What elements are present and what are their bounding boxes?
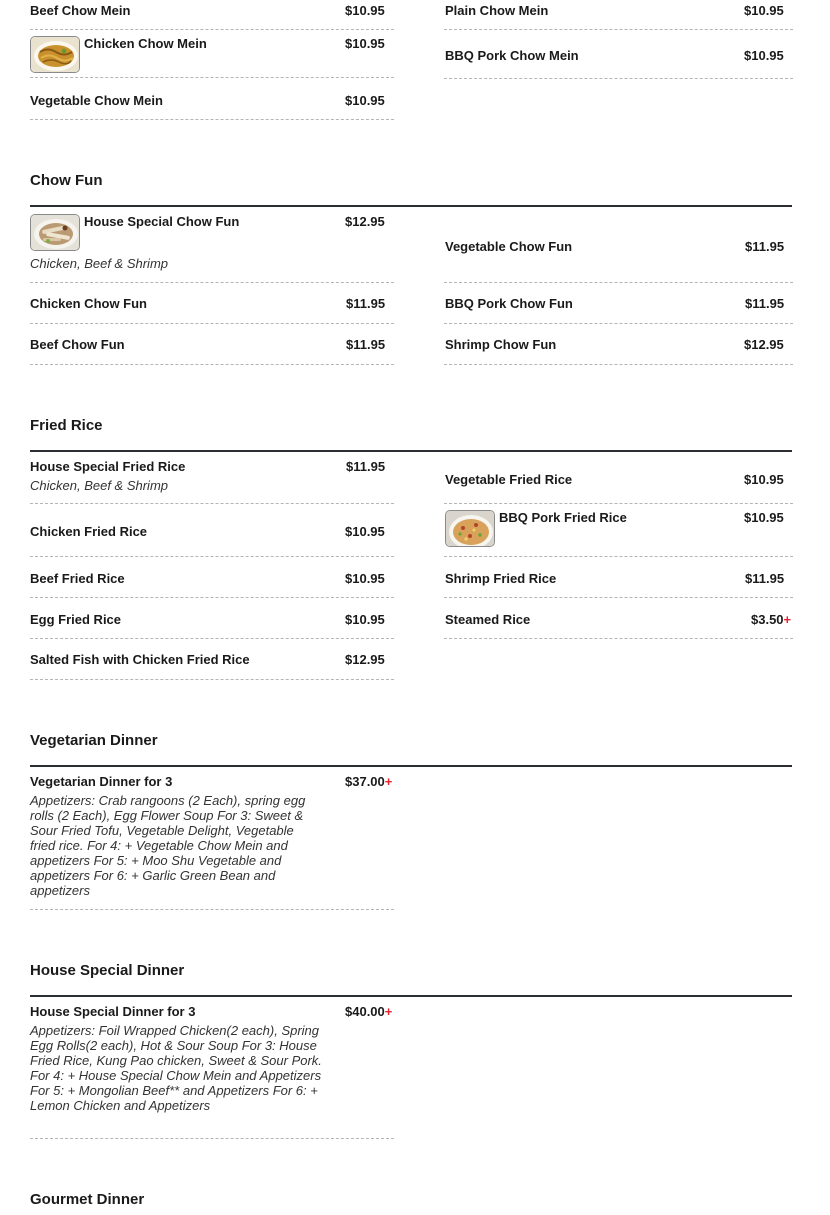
menu-item-price: $10.95 xyxy=(744,3,784,18)
item-divider xyxy=(444,29,793,30)
price-plus: + xyxy=(384,774,393,789)
item-divider xyxy=(444,556,793,557)
menu-item-price xyxy=(345,774,392,789)
menu-item-name[interactable]: Salted Fish with Chicken Fried Rice xyxy=(30,652,250,667)
menu-item-price: $10.95 xyxy=(345,524,385,539)
menu-item-name[interactable]: BBQ Pork Chow Mein xyxy=(445,48,579,63)
section-heading: Vegetarian Dinner xyxy=(30,732,158,749)
price-value: $40.00 xyxy=(345,1004,385,1019)
price-plus: + xyxy=(783,612,792,627)
menu-item-name[interactable]: Beef Chow Mein xyxy=(30,3,131,18)
chow-fun-photo[interactable] xyxy=(30,214,80,251)
menu-item-description: Appetizers: Foil Wrapped Chicken(2 each), Spring Egg Rolls(2 each), Hot & Sour Soup For 3: House Fried Rice, Kung Pao chicken, Sweet & Sour Pork. For 4: + House Special Chow Mein and Appetizers For 5: + Mongolian Beef** and Appetizers For 6: + Lemon Chicken and Appetizers xyxy=(30,1023,322,1113)
menu-item-name[interactable]: Vegetable Fried Rice xyxy=(445,472,573,487)
menu-item-name[interactable]: BBQ Pork Chow Fun xyxy=(445,296,573,311)
menu-item-name[interactable]: Chicken Chow Fun xyxy=(30,296,147,311)
menu-item-price xyxy=(345,1004,392,1019)
menu-item-price: $10.95 xyxy=(744,510,784,525)
menu-item-price: $12.95 xyxy=(345,652,385,667)
menu-item-name[interactable]: Vegetarian Dinner for 3 xyxy=(30,774,173,789)
item-divider xyxy=(444,503,793,504)
menu-item-price: $10.95 xyxy=(345,612,385,627)
item-divider xyxy=(30,638,394,639)
menu-item-price: $10.95 xyxy=(345,3,385,18)
menu-item-description: Chicken, Beef & Shrimp xyxy=(30,478,169,493)
menu-item-name[interactable]: Chicken Chow Mein xyxy=(84,36,207,51)
menu-item-name[interactable]: House Special Dinner for 3 xyxy=(30,1004,196,1019)
menu-item-price: $11.95 xyxy=(346,296,386,311)
chow-mein-photo[interactable] xyxy=(30,36,80,73)
menu-item-price: $11.95 xyxy=(745,239,785,254)
menu-item-name[interactable]: Egg Fried Rice xyxy=(30,612,122,627)
menu-item-name[interactable]: Shrimp Chow Fun xyxy=(445,337,557,352)
item-divider xyxy=(444,78,793,79)
menu-item-price: $10.95 xyxy=(345,93,385,108)
item-divider xyxy=(444,323,793,324)
menu-item-price: $11.95 xyxy=(745,571,785,586)
menu-item-name[interactable]: Vegetable Chow Mein xyxy=(30,93,163,108)
price-value: $37.00 xyxy=(345,774,385,789)
menu-item-price: $11.95 xyxy=(745,296,785,311)
section-rule xyxy=(30,765,792,767)
item-divider xyxy=(30,503,394,504)
item-divider xyxy=(444,638,793,639)
menu-item-description: Appetizers: Crab rangoons (2 Each), spring egg rolls (2 Each), Egg Flower Soup For 3: Sweet & Sour Fried Tofu, Vegetable Delight, Vegetable fried rice. For 4: + Vegetable Chow Mein and appetizers For 5: + Moo Shu Vegetable and appetizers For 6: + Garlic Green Bean and appetizers xyxy=(30,793,306,898)
item-divider xyxy=(30,1138,394,1139)
section-heading: House Special Dinner xyxy=(30,962,185,979)
menu-item-price: $10.95 xyxy=(345,36,385,51)
item-divider xyxy=(444,597,793,598)
item-divider xyxy=(30,323,394,324)
menu-item-name[interactable]: House Special Fried Rice xyxy=(30,459,186,474)
item-divider xyxy=(444,282,793,283)
fried-rice-photo[interactable] xyxy=(445,510,495,547)
price-value: $3.50 xyxy=(751,612,784,627)
menu-item-price: $10.95 xyxy=(744,472,784,487)
menu-item-name[interactable]: Vegetable Chow Fun xyxy=(445,239,573,254)
menu-item-description: Chicken, Beef & Shrimp xyxy=(30,256,169,271)
menu-item-price: $11.95 xyxy=(346,337,386,352)
item-divider xyxy=(30,364,394,365)
menu-item-name[interactable]: Beef Chow Fun xyxy=(30,337,125,352)
menu-item-name[interactable]: Beef Fried Rice xyxy=(30,571,125,586)
section-heading: Fried Rice xyxy=(30,417,103,434)
item-divider xyxy=(30,909,394,910)
item-divider xyxy=(30,597,394,598)
menu-item-price xyxy=(751,612,791,627)
menu-item-name[interactable]: BBQ Pork Fried Rice xyxy=(499,510,627,525)
item-divider xyxy=(30,556,394,557)
section-heading: Chow Fun xyxy=(30,172,103,189)
item-divider xyxy=(30,77,394,78)
menu-item-price: $10.95 xyxy=(345,571,385,586)
menu-item-name[interactable]: Steamed Rice xyxy=(445,612,531,627)
item-divider xyxy=(30,679,394,680)
section-rule xyxy=(30,450,792,452)
menu-item-name[interactable]: Chicken Fried Rice xyxy=(30,524,148,539)
menu-item-price: $12.95 xyxy=(345,214,385,229)
item-divider xyxy=(30,119,394,120)
menu-item-price: $11.95 xyxy=(346,459,386,474)
item-divider xyxy=(30,29,394,30)
menu-item-name[interactable]: House Special Chow Fun xyxy=(84,214,240,229)
section-rule xyxy=(30,205,792,207)
item-divider xyxy=(30,282,394,283)
menu-item-price: $10.95 xyxy=(744,48,784,63)
item-divider xyxy=(444,364,793,365)
menu-item-name[interactable]: Shrimp Fried Rice xyxy=(445,571,557,586)
section-rule xyxy=(30,995,792,997)
price-plus: + xyxy=(384,1004,393,1019)
section-heading: Gourmet Dinner xyxy=(30,1191,145,1208)
menu-item-price: $12.95 xyxy=(744,337,784,352)
menu-item-name[interactable]: Plain Chow Mein xyxy=(445,3,549,18)
